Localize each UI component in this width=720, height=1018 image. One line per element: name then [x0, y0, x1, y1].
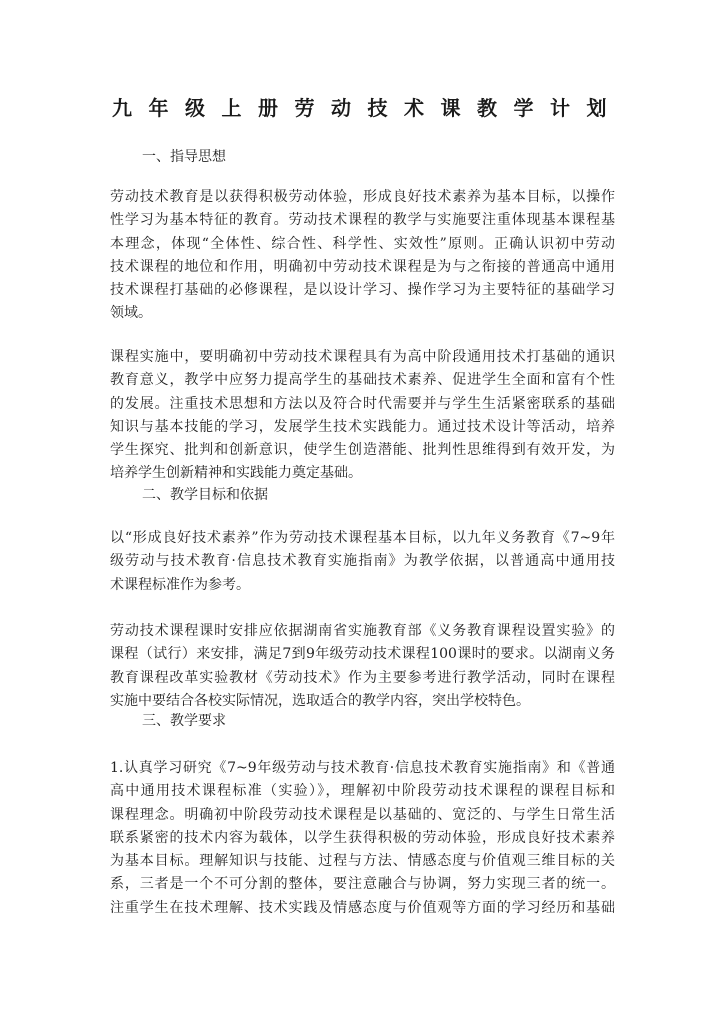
text-line: 联系紧密的技术内容为载体，以学生获得积极的劳动体验，形成良好技术素养 [110, 829, 615, 846]
text-line: 领域。 [110, 305, 152, 322]
text-line: 课程理念。明确初中阶段劳动技术课程是以基础的、宽泛的、与学生日常生活 [110, 806, 615, 823]
paragraph-ideology-1 [110, 186, 615, 326]
paragraph-objectives-2 [110, 620, 615, 713]
text-line: 课程实施中，要明确初中劳动技术课程具有为高中阶段通用技术打基础的通识 [110, 349, 615, 365]
text-line: 注重学生在技术理解、技术实践及情感态度与价值观等方面的学习经历和基础 [110, 899, 615, 916]
text-line: 教育意义，教学中应努力提高学生的基础技术素养、促进学生全面和富有个性 [110, 372, 615, 389]
paragraph-objectives-1 [110, 527, 615, 597]
text-line: 本理念，体现“全体性、综合性、科学性、实效性”原则。正确认识初中劳动 [110, 235, 615, 252]
text-line: 劳动技术教育是以获得积极劳动体验，形成良好技术素养为基本目标，以操作 [110, 189, 615, 205]
section-heading-guiding-ideology: 一、指导思想 [142, 149, 226, 165]
text-line: 培养学生创新精神和实践能力奠定基础。 [110, 465, 362, 482]
text-line: 级劳动与技术教育·信息技术教育实施指南》为教学依据，以普通高中通用技 [110, 553, 615, 570]
text-line: 术课程标准作为参考。 [110, 576, 250, 593]
text-line: 性学习为基本特征的教育。劳动技术课程的教学与实施要注重体现基本课程基 [110, 212, 615, 229]
text-line: 的发展。注重技术思想和方法以及符合时代需要并与学生生活紧密联系的基础 [110, 395, 615, 412]
text-line: 1.认真学习研究《7~9年级劳动与技术教育·信息技术教育实施指南》和《普通 [110, 760, 615, 776]
text-line: 教育课程改革实验教材《劳动技术》作为主要参考进行教学活动，同时在课程 [110, 669, 615, 686]
text-line: 知识与基本技能的学习，发展学生技术实践能力。通过技术设计等活动，培养 [110, 418, 615, 435]
text-line: 系，三者是一个不可分割的整体，要注意融合与协调，努力实现三者的统一。 [110, 876, 615, 893]
text-line: 技术课程打基础的必修课程，是以设计学习、操作学习为主要特征的基础学习 [110, 282, 615, 299]
paragraph-ideology-2 [110, 346, 615, 486]
text-line: 以“形成良好技术素养”作为劳动技术课程基本目标，以九年义务教育《7~9年 [110, 530, 615, 546]
text-line: 劳动技术课程课时安排应依据湖南省实施教育部《义务教育课程设置实验》的 [110, 623, 615, 639]
text-line: 课程（试行）来安排，满足7到9年级劳动技术课程100课时的要求。以湖南义务 [110, 646, 615, 663]
paragraph-requirements-1 [110, 757, 615, 920]
text-line: 为基本目标。理解知识与技能、过程与方法、情感态度与价值观三维目标的关 [110, 853, 615, 870]
section-heading-objectives-basis: 二、教学目标和依据 [142, 487, 268, 503]
text-line: 实施中要结合各校实际情况，选取适合的教学内容，突出学校特色。 [110, 692, 530, 709]
section-heading-teaching-requirements: 三、教学要求 [142, 713, 226, 729]
text-line: 技术课程的地位和作用，明确初中劳动技术课程是为与之衔接的普通高中通用 [110, 258, 615, 275]
document-title: 九年级上册劳动技术课教学计划 [112, 96, 623, 120]
text-line: 高中通用技术课程标准（实验）》，理解初中阶段劳动技术课程的课程目标和 [110, 783, 615, 800]
text-line: 学生探究、批判和创新意识，使学生创造潜能、批判性思维得到有效开发，为 [110, 442, 615, 459]
